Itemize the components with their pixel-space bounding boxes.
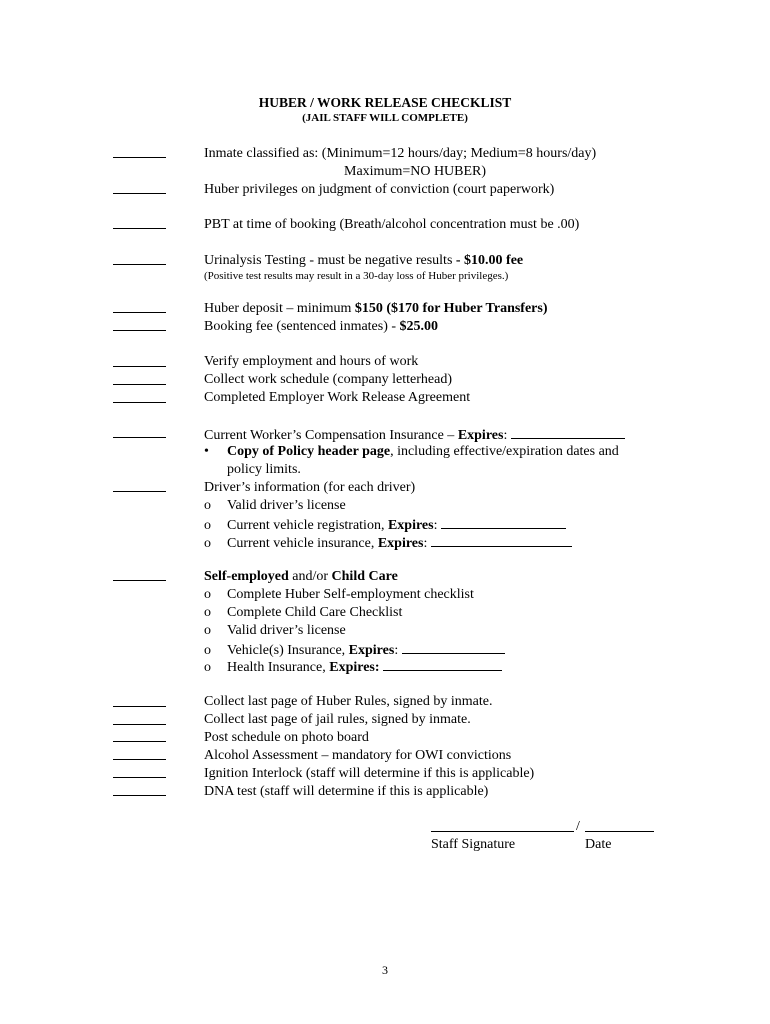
item-policy: • Copy of Policy header page, including effective/expiration dates and — [204, 444, 619, 459]
check-blank-verify[interactable] — [113, 366, 166, 367]
item-agreement: Completed Employer Work Release Agreement — [204, 390, 471, 405]
circle-bullet-icon: o — [204, 536, 211, 551]
vehicle-insurance-expires-field[interactable] — [431, 533, 572, 547]
item-urinalysis-note: (Positive test results may result in a 30-day loss of Huber privileges.) — [204, 270, 509, 282]
comp-expires-field[interactable] — [511, 425, 625, 439]
check-blank-comp[interactable] — [113, 437, 166, 438]
item-vehicles-insurance: o Vehicle(s) Insurance, Expires: — [204, 640, 505, 659]
item-pbt: PBT at time of booking (Breath/alcohol concentration must be .00) — [204, 217, 580, 232]
check-blank-last-huber[interactable] — [113, 706, 166, 707]
item-ignition: Ignition Interlock (staff will determine if this is applicable) — [204, 766, 535, 781]
check-blank-booking[interactable] — [113, 330, 166, 331]
check-blank-ignition[interactable] — [113, 777, 166, 778]
check-blank-urinalysis[interactable] — [113, 264, 166, 265]
circle-bullet-icon: o — [204, 660, 211, 675]
item-judgment: Huber privileges on judgment of conviction (court paperwork) — [204, 182, 555, 197]
item-booking: Booking fee (sentenced inmates) - $25.00 — [204, 319, 439, 334]
item-child-checklist: o Complete Child Care Checklist — [204, 605, 403, 620]
check-blank-deposit[interactable] — [113, 312, 166, 313]
check-blank-alcohol[interactable] — [113, 759, 166, 760]
check-blank-dna[interactable] — [113, 795, 166, 796]
page-number: 3 — [382, 963, 388, 977]
circle-bullet-icon: o — [204, 643, 211, 658]
item-valid-license: o Valid driver’s license — [204, 498, 346, 513]
circle-bullet-icon: o — [204, 587, 211, 602]
item-dna: DNA test (staff will determine if this is applicable) — [204, 784, 489, 799]
item-self-employed: Self-employed and/or Child Care — [204, 569, 398, 584]
item-alcohol: Alcohol Assessment – mandatory for OWI convictions — [204, 748, 512, 763]
item-comp: Current Worker’s Compensation Insurance – Expires: — [204, 425, 625, 444]
check-blank-classified[interactable] — [113, 157, 166, 158]
check-blank-self-employed[interactable] — [113, 580, 166, 581]
check-blank-drivers[interactable] — [113, 491, 166, 492]
item-deposit: Huber deposit – minimum $150 ($170 for Huber Transfers) — [204, 301, 548, 316]
vehicles-insurance-expires-field[interactable] — [402, 640, 505, 654]
item-post-schedule: Post schedule on photo board — [204, 730, 369, 745]
page-subtitle: (JAIL STAFF WILL COMPLETE) — [302, 112, 468, 124]
check-blank-schedule[interactable] — [113, 384, 166, 385]
circle-bullet-icon: o — [204, 623, 211, 638]
check-blank-agreement[interactable] — [113, 402, 166, 403]
date-line[interactable] — [585, 831, 654, 832]
check-blank-last-jail[interactable] — [113, 724, 166, 725]
circle-bullet-icon: o — [204, 518, 211, 533]
item-schedule: Collect work schedule (company letterhead) — [204, 372, 453, 387]
date-label: Date — [585, 837, 612, 852]
staff-signature-line[interactable] — [431, 831, 574, 832]
item-last-jail: Collect last page of jail rules, signed by inmate. — [204, 712, 471, 727]
item-health-insurance: o Health Insurance, Expires: — [204, 657, 502, 676]
check-blank-judgment[interactable] — [113, 193, 166, 194]
item-classified: Inmate classified as: (Minimum=12 hours/day; Medium=8 hours/day) — [204, 146, 597, 161]
item-valid-license-2: o Valid driver’s license — [204, 623, 346, 638]
item-verify: Verify employment and hours of work — [204, 354, 419, 369]
signature-slash: / — [576, 819, 580, 834]
health-insurance-expires-field[interactable] — [383, 657, 502, 671]
bullet-icon: • — [204, 444, 209, 459]
check-blank-pbt[interactable] — [113, 228, 166, 229]
circle-bullet-icon: o — [204, 605, 211, 620]
registration-expires-field[interactable] — [441, 515, 566, 529]
item-policy-limits: policy limits. — [227, 462, 301, 477]
check-blank-post-schedule[interactable] — [113, 741, 166, 742]
item-huber-self: o Complete Huber Self-employment checklist — [204, 587, 474, 602]
item-urinalysis: Urinalysis Testing - must be negative results - $10.00 fee — [204, 253, 524, 268]
item-drivers-info: Driver’s information (for each driver) — [204, 480, 416, 495]
item-registration: o Current vehicle registration, Expires: — [204, 515, 566, 534]
staff-signature-label: Staff Signature — [431, 837, 516, 852]
item-classified-max: Maximum=NO HUBER) — [344, 164, 487, 179]
circle-bullet-icon: o — [204, 498, 211, 513]
item-last-huber: Collect last page of Huber Rules, signed by inmate. — [204, 694, 493, 709]
page-title: HUBER / WORK RELEASE CHECKLIST — [258, 95, 512, 110]
item-vehicle-insurance: o Current vehicle insurance, Expires: — [204, 533, 572, 552]
